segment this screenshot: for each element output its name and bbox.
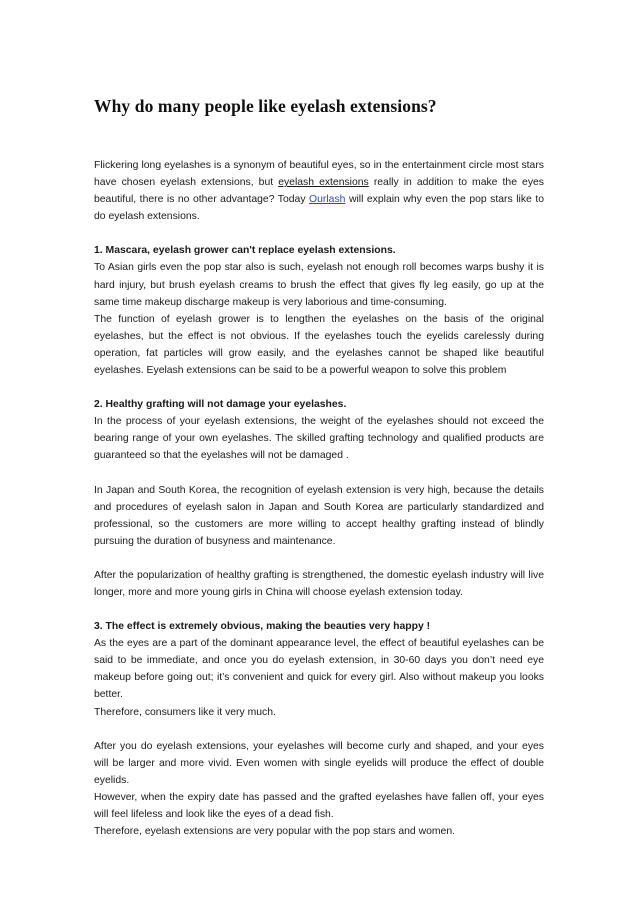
section2-paragraph: In Japan and South Korea, the recognition of eyelash extension is very high, because the details and procedures of eyelash salon in Japan and South Korea are particularly standardized and professional, so the customers are more willing to accept healthy grafting instead of blindly pursuing the duration of busyness and maintenance. <box>94 484 544 547</box>
section2-paragraph: In the process of your eyelash extensions, the weight of the eyelashes should not exceed the bearing range of your own eyelashes. The skilled grafting technology and qualified products are guaranteed so that the eyelashes will not be damaged . <box>94 416 544 462</box>
eyelash-extensions-link[interactable]: eyelash extensions <box>278 177 369 189</box>
section3-paragraph: As the eyes are a part of the dominant appearance level, the effect of beautiful eyelashes can be said to be immediate, and once you do eyelash extension, in 30-60 days you don’t need eye makeup before going out; it’s convenient and quick for every girl. Also without makeup you looks better. <box>94 638 544 701</box>
section3-paragraph: Therefore, eyelash extensions are very popular with the pop stars and women. <box>94 826 455 838</box>
intro-text: will explain why even the pop stars like to do eyelash extensions. <box>94 194 544 223</box>
section2-paragraph: After the popularization of healthy grafting is strengthened, the domestic eyelash industry will live longer, more and more young girls in China will choose eyelash extension today. <box>94 569 544 598</box>
section1-heading: 1. Mascara, eyelash grower can't replace eyelash extensions. <box>94 245 396 257</box>
section1-paragraph: To Asian girls even the pop star also is such, eyelash not enough roll becomes warps bushy it is hard injury, but brush eyelash creams to brush the effect that gives fly leg easily, go up at the same time makeup discharge makeup is very laborious and time-consuming. <box>94 262 544 308</box>
section3-paragraph: However, when the expiry date has passed and the grafted eyelashes have fallen off, your eyes will feel lifeless and look like the eyes of a dead fish. <box>94 791 544 820</box>
intro-paragraph <box>94 157 544 225</box>
section3-paragraph: After you do eyelash extensions, your eyelashes will become curly and shaped, and your eyes will be larger and more vivid. Even women with single eyelids will produce the effect of double eyelids. <box>94 740 544 786</box>
section2-heading: 2. Healthy grafting will not damage your eyelashes. <box>94 399 347 411</box>
ourlash-link[interactable]: Ourlash <box>309 194 346 206</box>
intro-text: Flickering long eyelashes is a synonym of beautiful eyes, so in the entertainment circle most stars have chosen eyelash extensions, but <box>94 160 544 189</box>
section3-heading: 3. The effect is extremely obvious, making the beauties very happy ! <box>94 621 431 633</box>
page-title: Why do many people like eyelash extensions? <box>94 96 437 116</box>
intro-text: really in addition to make the eyes beautiful, there is no other advantage? Today <box>94 177 544 206</box>
section3-paragraph: Therefore, consumers like it very much. <box>94 706 276 718</box>
section1-paragraph: The function of eyelash grower is to lengthen the eyelashes on the basis of the original eyelashes, but the effect is not obvious. If the eyelashes touch the eyelids carelessly during operation, fat particles will grow easily, and the eyelashes cannot be shaped like beautiful eyelashes. Eyelash extensions can be said to be a powerful weapon to solve this problem <box>94 313 544 377</box>
